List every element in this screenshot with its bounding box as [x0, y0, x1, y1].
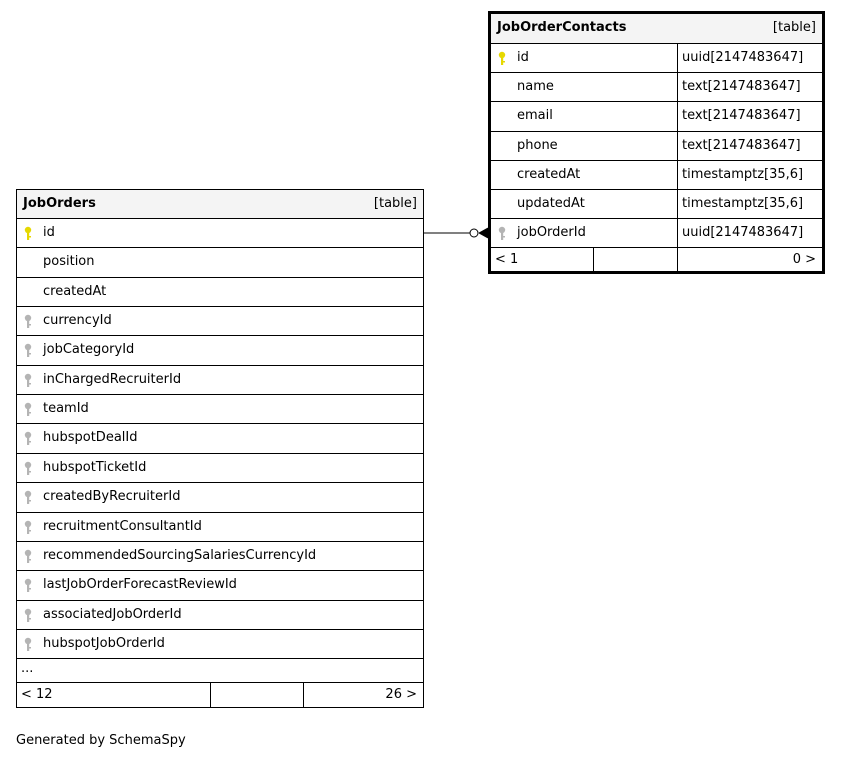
column-name: createdAt	[517, 166, 581, 182]
column-name: currencyId	[43, 313, 112, 329]
column-name: associatedJobOrderId	[43, 606, 182, 622]
parents-count[interactable]: < 12	[21, 687, 53, 703]
column-name: jobOrderId	[517, 225, 586, 241]
more-columns-label: ...	[21, 661, 34, 677]
generated-by-label: Generated by SchemaSpy	[16, 733, 186, 748]
column-name: inChargedRecruiterId	[43, 371, 182, 387]
column-type: text[2147483647]	[677, 102, 822, 130]
column-name: hubspotDealId	[43, 430, 138, 446]
column-name: hubspotJobOrderId	[43, 635, 165, 651]
table-name: JobOrders	[23, 196, 96, 211]
column-type: timestamptz[35,6]	[677, 161, 822, 189]
column-name: jobCategoryId	[43, 342, 135, 358]
column-type: uuid[2147483647]	[677, 219, 822, 247]
column-type: timestamptz[35,6]	[677, 190, 822, 218]
column-type: uuid[2147483647]	[677, 44, 822, 72]
column-name: position	[43, 254, 95, 270]
column-name: recommendedSourcingSalariesCurrencyId	[43, 547, 317, 563]
column-name: phone	[517, 137, 558, 153]
column-name: id	[517, 50, 529, 65]
column-type: text[2147483647]	[677, 132, 822, 160]
children-count[interactable]: 0 >	[792, 252, 816, 268]
column-name: updatedAt	[517, 196, 585, 211]
column-name: createdByRecruiterId	[43, 489, 181, 505]
column-name: recruitmentConsultantId	[43, 518, 202, 534]
column-name: hubspotTicketId	[43, 459, 147, 475]
table-name: JobOrderContacts	[497, 20, 627, 35]
column-name: teamId	[43, 401, 89, 417]
column-name: lastJobOrderForecastReviewId	[43, 577, 237, 593]
children-count[interactable]: 26 >	[385, 687, 417, 703]
table-kind: [table]	[373, 196, 417, 211]
column-name: createdAt	[43, 283, 107, 299]
column-name: id	[43, 225, 55, 240]
table-kind: [table]	[772, 20, 816, 35]
parents-count[interactable]: < 1	[495, 252, 519, 268]
column-type: text[2147483647]	[677, 73, 822, 101]
column-name: email	[517, 108, 553, 124]
column-name: name	[517, 79, 554, 95]
